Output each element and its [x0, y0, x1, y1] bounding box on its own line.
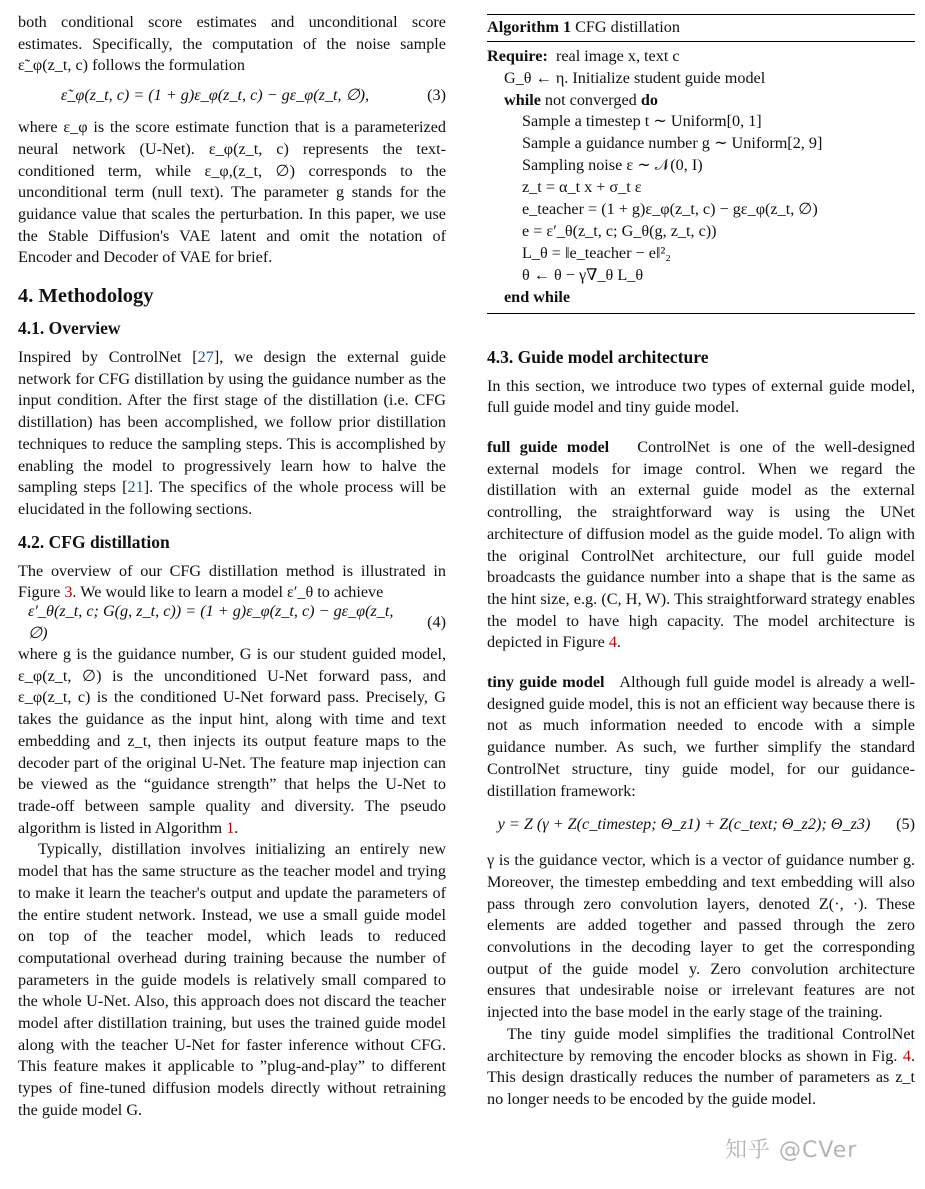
algorithm-title: Algorithm 1 CFG distillation — [487, 15, 915, 42]
algorithm-end-while: end while — [504, 287, 571, 306]
algorithm-step-3: Sampling noise ε ∼ 𝒩(0, I) — [522, 156, 703, 175]
equation-5-body: y = Z (γ + Z(c_timestep; Θ_z1) + Z(c_text; Θ_z2); Θ_z3) — [497, 815, 871, 834]
algorithm-init: G_θ ← η. Initialize student guide model — [504, 68, 766, 87]
algorithm-step-1: Sample a timestep t ∼ Uniform[0, 1] — [522, 112, 762, 131]
overview-paragraph: Inspired by ControlNet [27], we design the external guide network for CFG distillation by using the guidance number as the input condition. After the first stage of the distillation (i.e. CFG distillation) has been accomplished, we follow prior distillation techniques to reduce the sampling steps. This is accomplished by enabling the model to progressively learn how to halve the sampling steps [21]. The specifics of the whole process will be elucidated in the following sections. — [18, 348, 446, 518]
figure-4-link-2[interactable]: 4 — [902, 1046, 911, 1065]
algorithm-1-link[interactable]: 1 — [226, 818, 235, 837]
section-overview-heading: 4.1. Overview — [18, 318, 121, 339]
cfg-overview-paragraph: The overview of our CFG distillation method is illustrated in Figure 3. We would like to learn a model ε′_θ to achieve — [18, 561, 446, 602]
citation-link-27[interactable]: 27 — [197, 348, 214, 367]
section-guide-architecture-heading: 4.3. Guide model architecture — [487, 346, 709, 367]
score-function-paragraph: where ε_φ is the score estimate function that is a parameterized neural network (U-Net). ε_φ(z_t, c) represents the text-conditioned term, while ε_φ,(z_t, ∅) corresponds to the unconditional term (null text). The parameter g stands for the guidance value that scales the perturbation. In this paper, we use the Stable Diffusion's VAE latent and omit the notation of Encoder and Decoder of VAE for brief. — [18, 118, 446, 267]
equation-4 — [18, 602, 446, 643]
algorithm-step-8: θ ← θ − γ∇_θ L_θ — [522, 265, 644, 284]
right-column — [487, 12, 915, 1111]
guide-model-description-paragraph: where g is the guidance number, G is our student guided model, ε_φ(z_t, ∅) is the unconditioned U-Net forward pass, and ε_φ(z_t, c) is the conditioned U-Net forward pass. Precisely, G takes the guidance as the input hint, along with time and text embedding and z_t, then injects its output feature maps to the decoder part of the original U-Net. The feature map injection can be viewed as the “guidance strength” that helps the U-Net to trade-off between sample quality and diversity. The pseudo algorithm is listed in Algorithm 1. — [18, 645, 446, 837]
guide-intro-paragraph: In this section, we introduce two types of external guide model, full guide model and tiny guide model. — [487, 376, 915, 417]
equation-3-body: ε̃_φ(z_t, c) = (1 + g)ε_φ(z_t, c) − gε_φ(z_t, ∅), — [60, 86, 370, 105]
tiny-guide-simplifies-paragraph: The tiny guide model simplifies the traditional ControlNet architecture by removing the encoder blocks as shown in Fig. 4. This design drastically reduces the number of parameters as z_t no longer needs to be encoded by the guide model. — [487, 1024, 915, 1108]
algorithm-box — [487, 14, 915, 314]
figure-3-link[interactable]: 3 — [64, 583, 73, 602]
equation-5 — [487, 812, 915, 838]
algorithm-step-5: e_teacher = (1 + g)ε_φ(z_t, c) − gε_φ(z_t, ∅) — [522, 200, 818, 219]
section-methodology-heading: 4. Methodology — [18, 285, 154, 308]
algorithm-require: Require: real image x, text c — [487, 46, 680, 65]
equation-3-number: (3) — [427, 86, 446, 105]
algorithm-step-2: Sample a guidance number g ∼ Uniform[2, 9] — [522, 134, 823, 153]
algorithm-step-6: e = ε′_θ(z_t, c; G_θ(g, z_t, c)) — [522, 221, 717, 240]
left-column — [18, 12, 446, 1122]
algorithm-step-4: z_t = α_t x + σ_t ε — [522, 178, 642, 197]
algorithm-step-7: L_θ = ‖e_teacher − e‖²₂ — [522, 243, 671, 262]
equation-4-body: ε′_θ(z_t, c; G(g, z_t, c)) = (1 + g)ε_φ(z_t, c) − gε_φ(z_t, ∅) — [28, 602, 394, 643]
intro-paragraph: both conditional score estimates and unconditional score estimates. Specifically, the computation of the noise sample ε̃_φ(z_t, c) follows the formulation — [18, 13, 446, 75]
guidance-vector-paragraph: γ is the guidance vector, which is a vector of guidance number g. Moreover, the timestep embedding and text embedding will also pass through zero convolution layers, denoted Z(·, ·). These elements are added together and passed through the zero convolutions in the decoding layer to get the corresponding output of the guide model y. Zero convolution architecture ensures that undesirable noise or irrelevant features are not injected into the base model in the early stage of the training. — [487, 851, 915, 1022]
equation-4-number: (4) — [427, 613, 446, 632]
citation-link-21[interactable]: 21 — [127, 478, 144, 497]
equation-3 — [18, 83, 446, 109]
typically-paragraph: Typically, distillation involves initializing an entirely new model that has the same structure as the teacher model and trying to make it learn the teacher's output and update the parameters of the entire student network. Instead, we use a small guide model on top of the teacher model, which leads to reduced computational overhead during training because the number of parameters in the guide models is relatively small compared to the whole U-Net. Also, this approach does not discard the teacher model after distillation training, but uses the trained guide model along with the teacher U-Net for faster inference without CFG. This feature makes it applicable to ”plug-and-play” to different types of fine-tuned diffusion models directly without retraining the guide model G. — [18, 840, 446, 1119]
equation-5-number: (5) — [896, 815, 915, 834]
algorithm-while: while not converged do — [504, 90, 658, 109]
watermark-text: 知乎 @CVer — [725, 1138, 858, 1163]
algorithm-body — [487, 42, 915, 313]
figure-4-link[interactable]: 4 — [608, 633, 617, 652]
tiny-guide-model-paragraph: tiny guide model Although full guide model is already a well-designed guide model, this is not an efficient way because there is not as much information needed to encode with a simple guidance number. As such, we further simplify the standard ControlNet structure, tiny guide model, for our guidance-distillation framework: — [487, 673, 916, 800]
section-cfg-distillation-heading: 4.2. CFG distillation — [18, 531, 170, 552]
full-guide-model-paragraph: full guide model ControlNet is one of the well-designed external models for image control. When we regard the distillation with an external guide model as the external controlling, the straightforward way is using the UNet architecture of diffusion model as the guide model. To align with the original ControlNet architecture, our full guide model broadcasts the guidance number into a shape that is the same as the hint size, e.g. (C, H, W). This straightforward strategy enables the model to have high capacity. The model architecture is depicted in Figure 4. — [487, 437, 915, 652]
